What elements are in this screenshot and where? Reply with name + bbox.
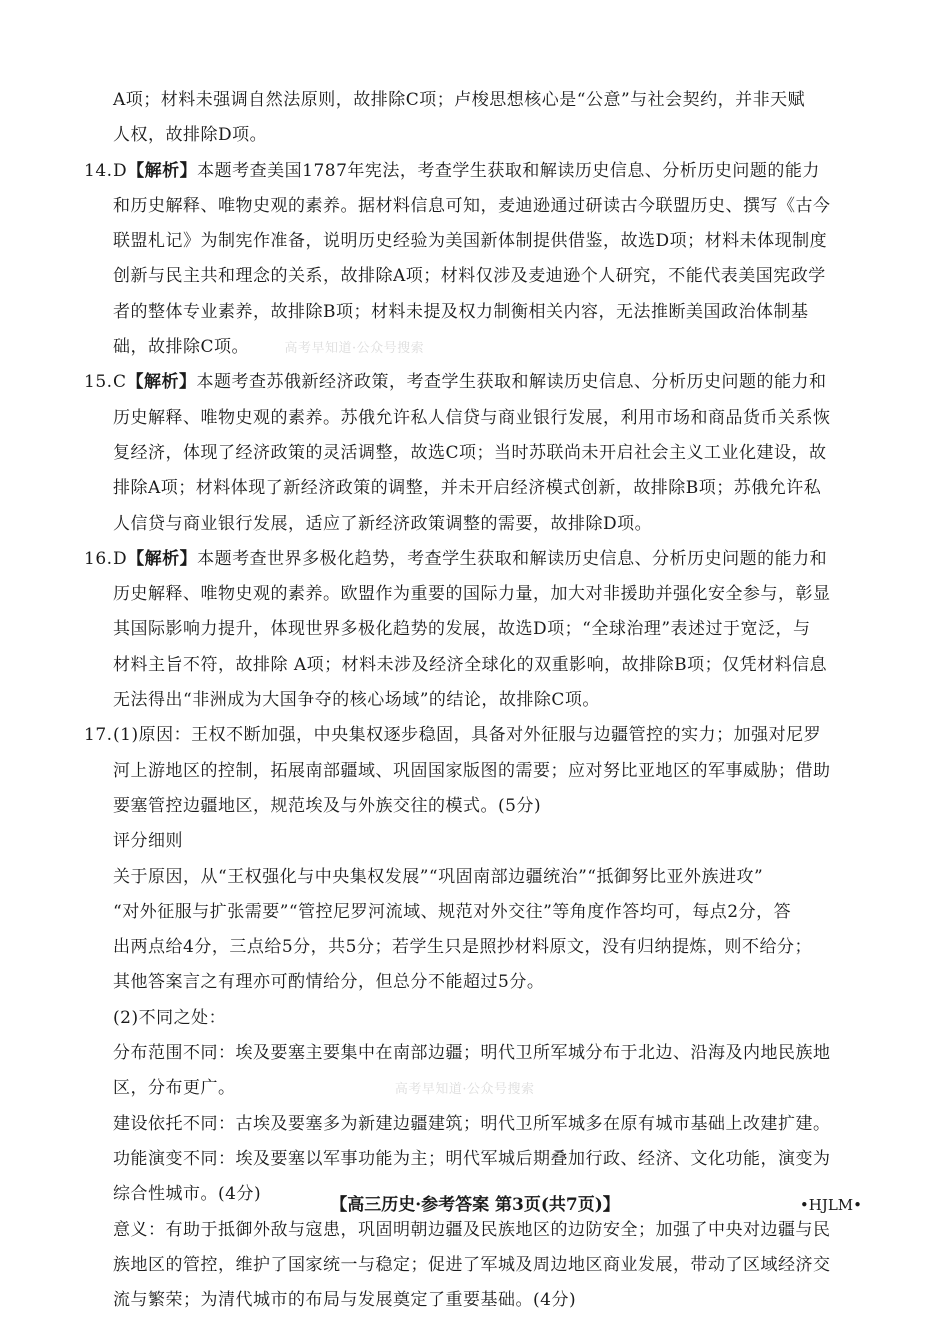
text-line: 意义：有助于抵御外敌与寇患，巩固明朝边疆及民族地区的边防安全；加强了中央对边疆与民 [113, 1219, 831, 1240]
text-line: 复经济，体现了经济政策的灵活调整，故选C项；当时苏联尚未开启社会主义工业化建设，故 [113, 442, 827, 463]
page-footer [0, 1190, 950, 1220]
question-number: 17. [84, 725, 113, 746]
text-line [84, 333, 874, 361]
question-16-line [84, 545, 874, 573]
text-line: A项；材料未强调自然法原则，故排除C项；卢梭思想核心是“公意”与社会契约，并非天赋 [113, 90, 806, 110]
text-line: 要塞管控边疆地区，规范埃及与外族交往的模式。(5分) [113, 795, 542, 816]
text-line: 人信贷与商业银行发展，适应了新经济政策调整的需要，故排除D项。 [113, 513, 653, 534]
text-line: 流与繁荣；为清代城市的布局与发展奠定了重要基础。(4分) [113, 1290, 577, 1311]
text-line: 人权，故排除D项。 [113, 125, 268, 146]
text-line: 历史解释、唯物史观的素养。苏俄允许私人信贷与商业银行发展，利用市场和商品货币关系恢 [113, 407, 831, 428]
text-line [84, 1074, 874, 1102]
question-number: 16. [84, 548, 113, 569]
text-line: 族地区的管控，维护了国家统一与稳定；促进了军城及周边地区商业发展，带动了区域经济交 [113, 1254, 831, 1275]
text-line: 联盟札记》为制宪作准备，说明历史经验为美国新体制提供借鉴，故选D项；材料未体现制度 [113, 231, 828, 252]
text-line: 河上游地区的控制，拓展南部疆域、巩固国家版图的需要；应对努比亚地区的军事威胁；借助 [113, 760, 831, 781]
question-14-line [84, 157, 874, 185]
analysis-tag: 【解析】 [127, 160, 198, 181]
scoring-heading: 评分细则 [113, 831, 183, 852]
text-line: 综合性城市。(4分) [113, 1184, 262, 1205]
footer-code: •HJLM• [799, 1196, 862, 1214]
text-line: 和历史解释、唯物史观的素养。据材料信息可知，麦迪逊通过研读古今联盟历史、撰写《古今 [113, 195, 831, 216]
footer-page-info: 【高三历史·参考答案 第3页(共7页)】 [330, 1195, 620, 1215]
text-line: 排除A项；材料体现了新经济政策的调整，并未开启经济模式创新，故排除B项；苏俄允许私 [113, 478, 822, 499]
subquestion-heading: (2)不同之处： [113, 1007, 227, 1028]
question-15-line [84, 368, 874, 396]
text-line: (1)原因：王权不断加强，中央集权逐步稳固，具备对外征服与边疆管控的实力；加强对尼罗 [113, 725, 822, 746]
text-line: 其国际影响力提升，体现世界多极化趋势的发展，故选D项；“全球治理”表述过于宽泛，与 [113, 619, 811, 640]
analysis-tag: 【解析】 [126, 372, 197, 393]
question-number: 14. [84, 160, 113, 181]
answer-letter: C [113, 372, 127, 393]
answer-letter: D [113, 548, 128, 569]
analysis-tag: 【解析】 [127, 548, 198, 569]
text-line: 本题考查苏俄新经济政策，考查学生获取和解读历史信息、分析历史问题的能力和 [196, 372, 827, 393]
text-line: “对外征服与扩张需要”“管控尼罗河流域、规范对外交往”等角度作答均可，每点2分，答 [113, 901, 792, 922]
text-line: 历史解释、唯物史观的素养。欧盟作为重要的国际力量，加大对非援助并强化安全参与，彰显 [113, 584, 831, 605]
watermark: 高考早知道·公众号搜索 [284, 341, 425, 357]
text-line: 材料主旨不符，故排除 A项；材料未涉及经济全球化的双重影响，故排除B项；仅凭材料信息 [113, 654, 828, 675]
watermark: 高考早知道·公众号搜索 [394, 1082, 535, 1098]
text-line: 者的整体专业素养，故排除B项；材料未提及权力制衡相关内容，无法推断美国政治体制基 [113, 301, 809, 322]
question-number: 15. [84, 372, 113, 393]
text-line: 分布范围不同：埃及要塞主要集中在南部边疆；明代卫所军城分布于北边、沿海及内地民族地 [113, 1043, 831, 1064]
text-line: 建设依托不同：古埃及要塞多为新建边疆建筑；明代卫所军城多在原有城市基础上改建扩建。 [113, 1113, 831, 1134]
text-line: 本题考查美国1787年宪法，考查学生获取和解读历史信息、分析历史问题的能力 [197, 160, 820, 181]
text-line: 关于原因，从“王权强化与中央集权发展”“巩固南部边疆统治”“抵御努比亚外族进攻” [113, 866, 764, 887]
text-line: 功能演变不同：埃及要塞以军事功能为主；明代军城后期叠加行政、经济、文化功能，演变为 [113, 1148, 831, 1169]
question-17-line [84, 721, 874, 749]
text-line: 无法得出“非洲成为大国争夺的核心场域”的结论，故排除C项。 [113, 690, 600, 711]
text-line-content: 础，故排除C项。 [113, 337, 250, 358]
text-line-content: 区，分布更广。 [113, 1078, 236, 1099]
text-line: 创新与民主共和理念的关系，故排除A项；材料仅涉及麦迪逊个人研究，不能代表美国宪政学 [113, 266, 826, 287]
answer-letter: D [113, 160, 128, 181]
text-line: 出两点给4分，三点给5分，共5分；若学生只是照抄材料原文，没有归纳提炼，则不给分； [113, 937, 812, 958]
text-line: 其他答案言之有理亦可酌情给分，但总分不能超过5分。 [113, 972, 545, 993]
text-line: 本题考查世界多极化趋势，考查学生获取和解读历史信息、分析历史问题的能力和 [197, 548, 828, 569]
answer-content [84, 86, 874, 1321]
